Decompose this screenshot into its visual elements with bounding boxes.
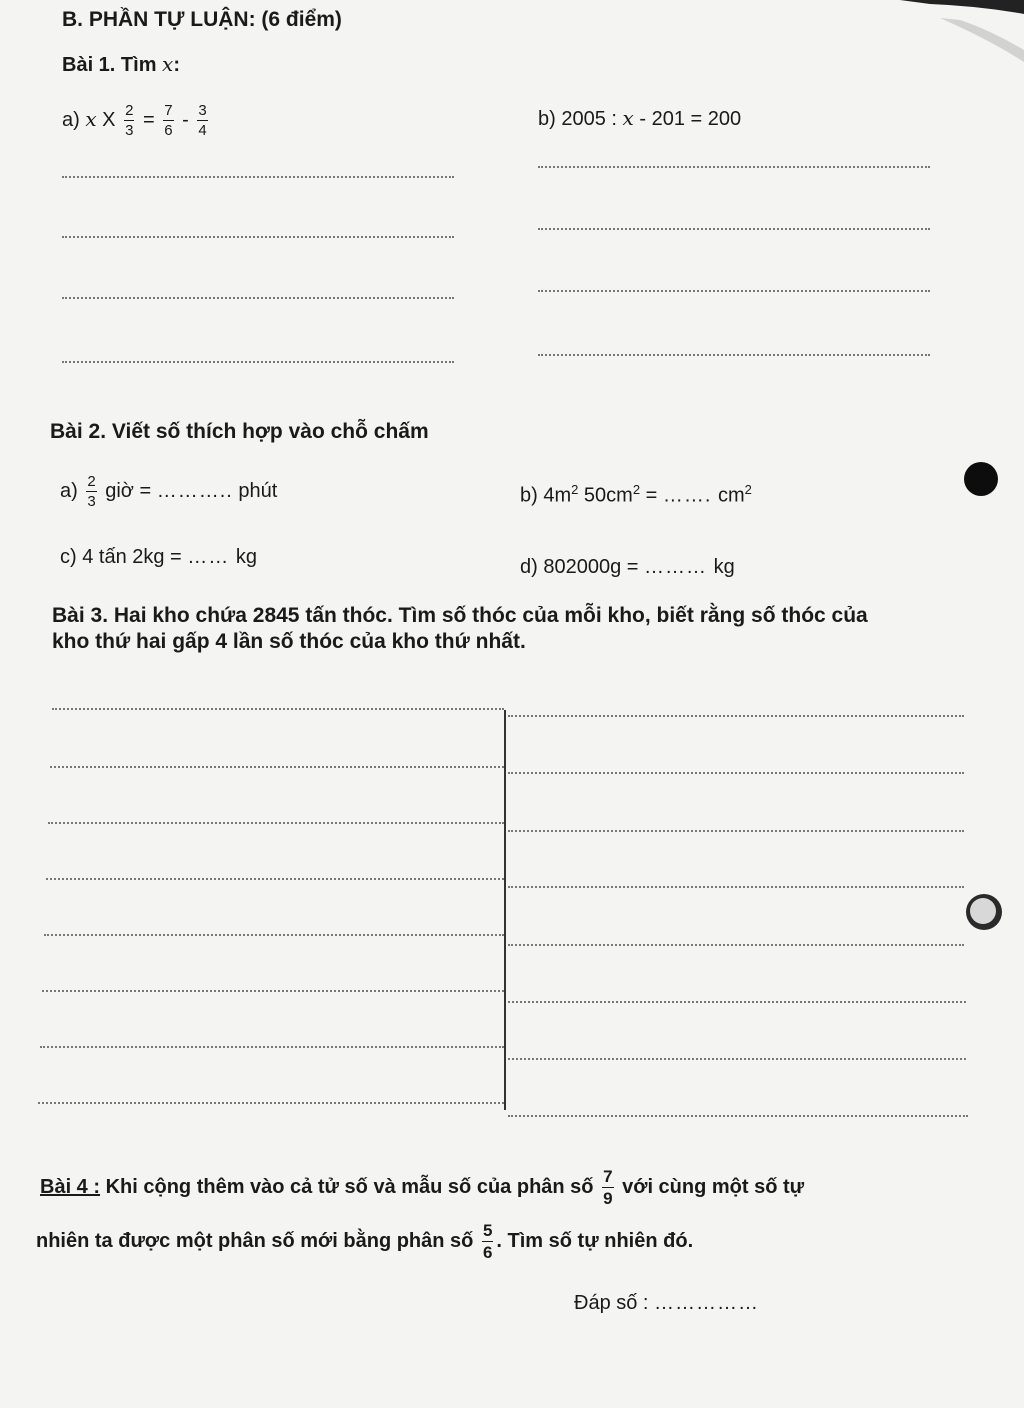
bai4-answer: Đáp số : …………… — [574, 1292, 760, 1314]
answer-line[interactable] — [44, 934, 504, 936]
section-title: B. PHẦN TỰ LUẬN: (6 điểm) — [62, 8, 342, 31]
answer-line[interactable] — [508, 1058, 966, 1060]
answer-line[interactable] — [46, 878, 504, 880]
fraction-7-9: $\frac{7}{9}$ — [603, 1167, 613, 1208]
answer-line[interactable] — [42, 990, 504, 992]
binder-hole — [966, 894, 1002, 930]
fraction-3-4: $\frac{3}{4}$ — [198, 102, 207, 139]
answer-line[interactable] — [508, 944, 964, 946]
answer-line[interactable] — [508, 886, 964, 888]
bai2-c: c) 4 tấn 2kg = …… kg — [60, 546, 257, 568]
fraction-2-3: $\frac{2}{3}$ — [87, 473, 96, 510]
bai1-b-equation: b) 2005 : x - 201 = 200 — [538, 106, 742, 130]
answer-line[interactable] — [538, 354, 930, 356]
column-divider — [504, 710, 506, 1110]
answer-line[interactable] — [62, 176, 454, 178]
bai1-title: Bài 1. Tìm x: — [62, 52, 180, 76]
fraction-2-3: $\frac{2}{3}$ — [125, 102, 134, 139]
answer-line[interactable] — [62, 361, 454, 363]
answer-blank[interactable]: …………… — [654, 1292, 760, 1314]
answer-line[interactable] — [48, 822, 504, 824]
answer-line[interactable] — [62, 236, 454, 238]
bai3-line2: kho thứ hai gấp 4 lần số thóc của kho thứ nhất. — [52, 630, 526, 653]
fraction-7-6: $\frac{7}{6}$ — [164, 102, 173, 139]
answer-line[interactable] — [38, 1102, 504, 1104]
answer-line[interactable] — [62, 297, 454, 299]
answer-line[interactable] — [50, 766, 504, 768]
bai2-d: d) 802000g = ……… kg — [520, 556, 735, 578]
answer-line[interactable] — [52, 708, 504, 710]
answer-line[interactable] — [508, 715, 964, 717]
binder-hole — [964, 462, 998, 496]
answer-line[interactable] — [538, 290, 930, 292]
answer-line[interactable] — [508, 772, 964, 774]
answer-line[interactable] — [538, 166, 930, 168]
bai4-label: Bài 4 : — [40, 1175, 101, 1198]
bai2-b: b) $4m^2$ $50cm^2$ = ……. $cm^2$ — [520, 482, 752, 507]
bai4-line1: Bài 4 : Khi cộng thêm vào cả tử số và mẫu số của phân số $\frac{7}{9}$ với cùng một số tự — [40, 1167, 805, 1208]
bai2-title: Bài 2. Viết số thích hợp vào chỗ chấm — [50, 420, 429, 443]
answer-line[interactable] — [508, 1001, 966, 1003]
answer-line[interactable] — [40, 1046, 504, 1048]
bai3-line1: Bài 3. Hai kho chứa 2845 tấn thóc. Tìm số thóc của mỗi kho, biết rằng số thóc của — [52, 604, 868, 627]
fraction-5-6: $\frac{5}{6}$ — [482, 1221, 493, 1262]
answer-line[interactable] — [538, 228, 930, 230]
bai2-a: a) $\frac{2}{3}$ giờ = ……….. phút — [60, 473, 278, 510]
bai1-a-equation: a) x X $\frac{2}{3}$ = $\frac{7}{6}$ - $\frac{3}{4}$ — [62, 102, 207, 139]
bai4-line2: nhiên ta được một phân số mới bằng phân số $\frac{5}{6}$ . Tìm số tự nhiên đó. — [36, 1221, 694, 1262]
answer-line[interactable] — [508, 830, 964, 832]
answer-line[interactable] — [508, 1115, 968, 1117]
